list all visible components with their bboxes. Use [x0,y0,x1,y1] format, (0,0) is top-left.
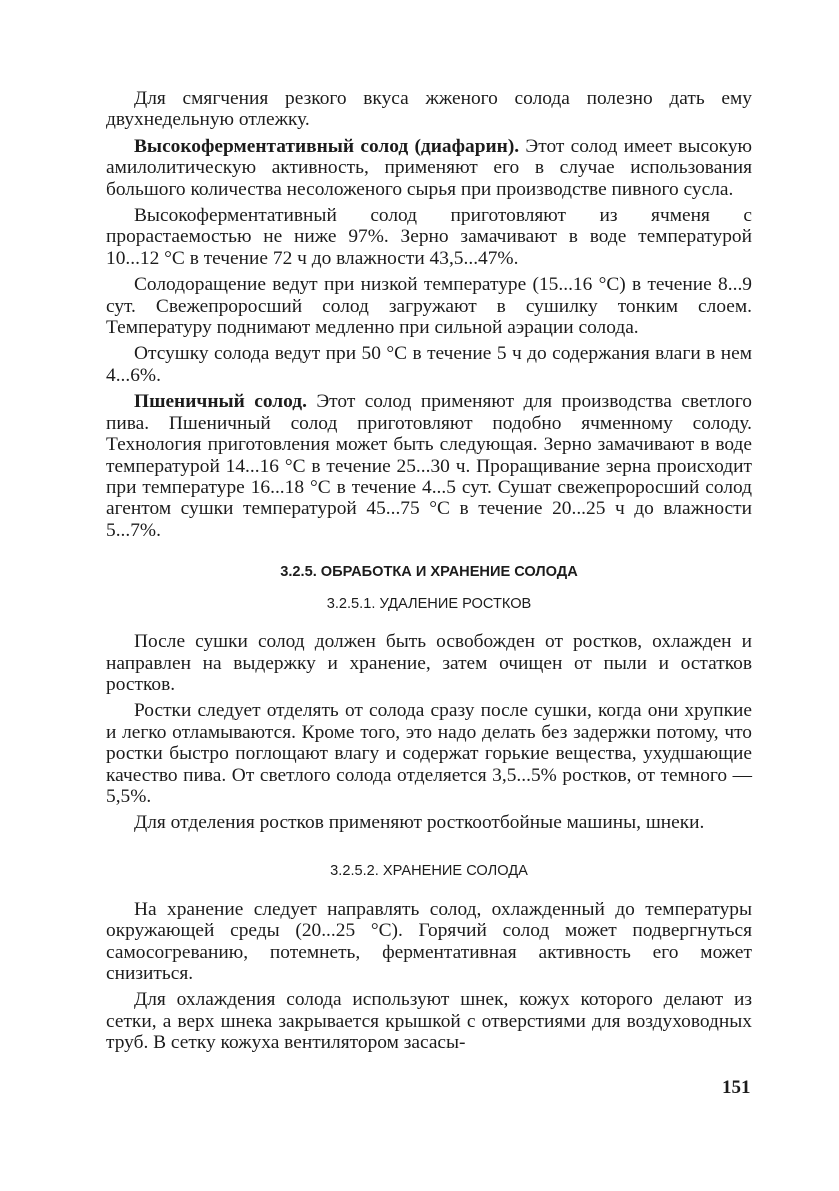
paragraph: Ростки следует отделять от солода сразу после сушки, когда они хрупкие и легко отламываются. Кроме того, это надо делать без задержки потому, что ростки быстро поглощают влагу и содержат горькие вещества, ухудшающие качество пива. От светлого солода отделяется 3,5...5% ростков, от темного — 5,5%. [106,700,752,807]
paragraph: Высокоферментативный солод (диафарин). Этот солод имеет высокую амилолитическую активность, применяют его в случае использования большого количества несоложеного сырья при производстве пивного сусла. [106,135,753,200]
paragraph: Солодоращение ведут при низкой температуре (15...16 °С) в течение 8...9 сут. Свежепроросший солод загружают в сушилку тонким слоем. Температуру поднимают медленно при сильной аэрации солода. [106,274,752,339]
document-page [106,88,752,1059]
term-diafarin: Высокоферментативный солод (диафарин). [134,135,520,157]
paragraph: Для охлаждения солода используют шнек, кожух которого делают из сетки, а верх шнека закрывается крышкой с отверстиями для воздуховодных труб. В сетку кожуха вентилятором засасы- [106,989,752,1054]
subsection-heading: 3.2.5.1. УДАЛЕНИЕ РОСТКОВ [326,596,532,613]
page-number: 151 [722,1077,751,1098]
paragraph: Для отделения ростков применяют росткоотбойные машины, шнеки. [134,812,705,834]
paragraph: Для смягчения резкого вкуса жженого солода полезно дать ему двухнедельную отлежку. [106,88,752,131]
section-heading: 3.2.5. ОБРАБОТКА И ХРАНЕНИЕ СОЛОДА [280,564,578,581]
paragraph: На хранение следует направлять солод, охлажденный до температуры окружающей среды (20...25 °С). Горячий солод может подвергнуться самосогреванию, потемнеть, ферментативная активность его может снизиться. [106,898,752,984]
paragraph: Отсушку солода ведут при 50 °С в течение 5 ч до содержания влаги в нем 4...6%. [106,343,752,386]
term-wheat-malt: Пшеничный солод. [134,391,307,413]
paragraph: Высокоферментативный солод приготовляют из ячменя с прорастаемостью не ниже 97%. Зерно замачивают в воде температурой 10...12 °С в течение 72 ч до влажности 43,5...47%. [106,205,752,269]
paragraph: После сушки солод должен быть освобожден от ростков, охлажден и направлен на выдержку и хранение, затем очищен от пыли и остатков ростков. [106,631,752,695]
paragraph: Пшеничный солод. Этот солод применяют для производства светлого пива. Пшеничный солод приготовляют подобно ячменному солоду. Технология приготовления может быть следующая. Зерно замачивают в воде температурой 14...16 °С в течение 25...30 ч. Проращивание зерна происходит при температуре 16...18 °С в течение 4...5 сут. Сушат свежепроросший солод агентом сушки температурой 45...75 °С в течение 20...25 ч до влажности 5...7%. [106,391,753,541]
subsection-heading: 3.2.5.2. ХРАНЕНИЕ СОЛОДА [330,862,528,879]
